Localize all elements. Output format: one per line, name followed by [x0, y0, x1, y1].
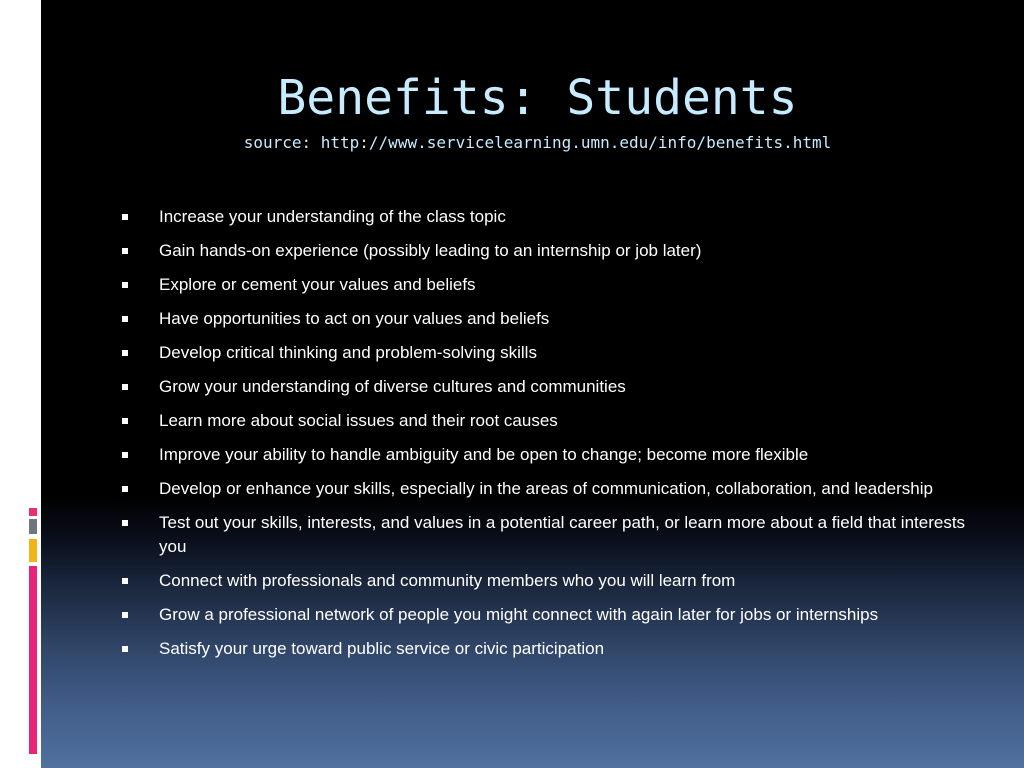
square-bullet-icon: [122, 214, 128, 220]
square-bullet-icon: [122, 646, 128, 652]
bullet-item: [119, 637, 979, 661]
bullet-text: Connect with professionals and community members who you will learn from: [159, 571, 736, 590]
decorative-pink-block: [29, 508, 37, 516]
bullet-item: [119, 511, 979, 559]
bullet-text: Explore or cement your values and beliefs: [159, 275, 476, 294]
slide-title: Benefits: Students: [277, 70, 798, 126]
bullet-text: Increase your understanding of the class topic: [159, 207, 506, 226]
square-bullet-icon: [122, 452, 128, 458]
square-bullet-icon: [122, 578, 128, 584]
decorative-pink-bar: [29, 566, 37, 754]
bullet-list: [119, 205, 979, 671]
bullet-text: Improve your ability to handle ambiguity and be open to change; become more flexible: [159, 445, 809, 464]
square-bullet-icon: [122, 350, 128, 356]
bullet-item: [119, 239, 979, 263]
bullet-text: Test out your skills, interests, and values in a potential career path, or learn more about a field that interests you: [159, 513, 966, 556]
bullet-text: Grow a professional network of people you might connect with again later for jobs or internships: [159, 605, 879, 624]
square-bullet-icon: [122, 520, 128, 526]
bullet-item: [119, 569, 979, 593]
bullet-item: [119, 273, 979, 297]
bullet-text: Gain hands-on experience (possibly leading to an internship or job later): [159, 241, 702, 260]
bullet-text: Grow your understanding of diverse cultures and communities: [159, 377, 626, 396]
square-bullet-icon: [122, 316, 128, 322]
bullet-item: [119, 307, 979, 331]
bullet-text: Have opportunities to act on your values and beliefs: [159, 309, 550, 328]
bullet-text: Develop critical thinking and problem-solving skills: [159, 343, 537, 362]
bullet-text: Learn more about social issues and their root causes: [159, 411, 558, 430]
bullet-text: Develop or enhance your skills, especially in the areas of communication, collaboration, and leadership: [159, 479, 933, 498]
square-bullet-icon: [122, 612, 128, 618]
bullet-item: [119, 477, 979, 501]
square-bullet-icon: [122, 282, 128, 288]
decorative-gray-block: [29, 519, 37, 534]
bullet-item: [119, 375, 979, 399]
slide-content: [41, 0, 1024, 768]
bullet-item: [119, 341, 979, 365]
bullet-text: Satisfy your urge toward public service or civic participation: [159, 639, 605, 658]
bullet-item: [119, 205, 979, 229]
decorative-yellow-block: [29, 539, 37, 562]
square-bullet-icon: [122, 384, 128, 390]
bullet-item: [119, 443, 979, 467]
square-bullet-icon: [122, 418, 128, 424]
bullet-item: [119, 409, 979, 433]
square-bullet-icon: [122, 486, 128, 492]
square-bullet-icon: [122, 248, 128, 254]
source-citation: source: http://www.servicelearning.umn.edu/info/benefits.html: [243, 133, 832, 152]
bullet-item: [119, 603, 979, 627]
